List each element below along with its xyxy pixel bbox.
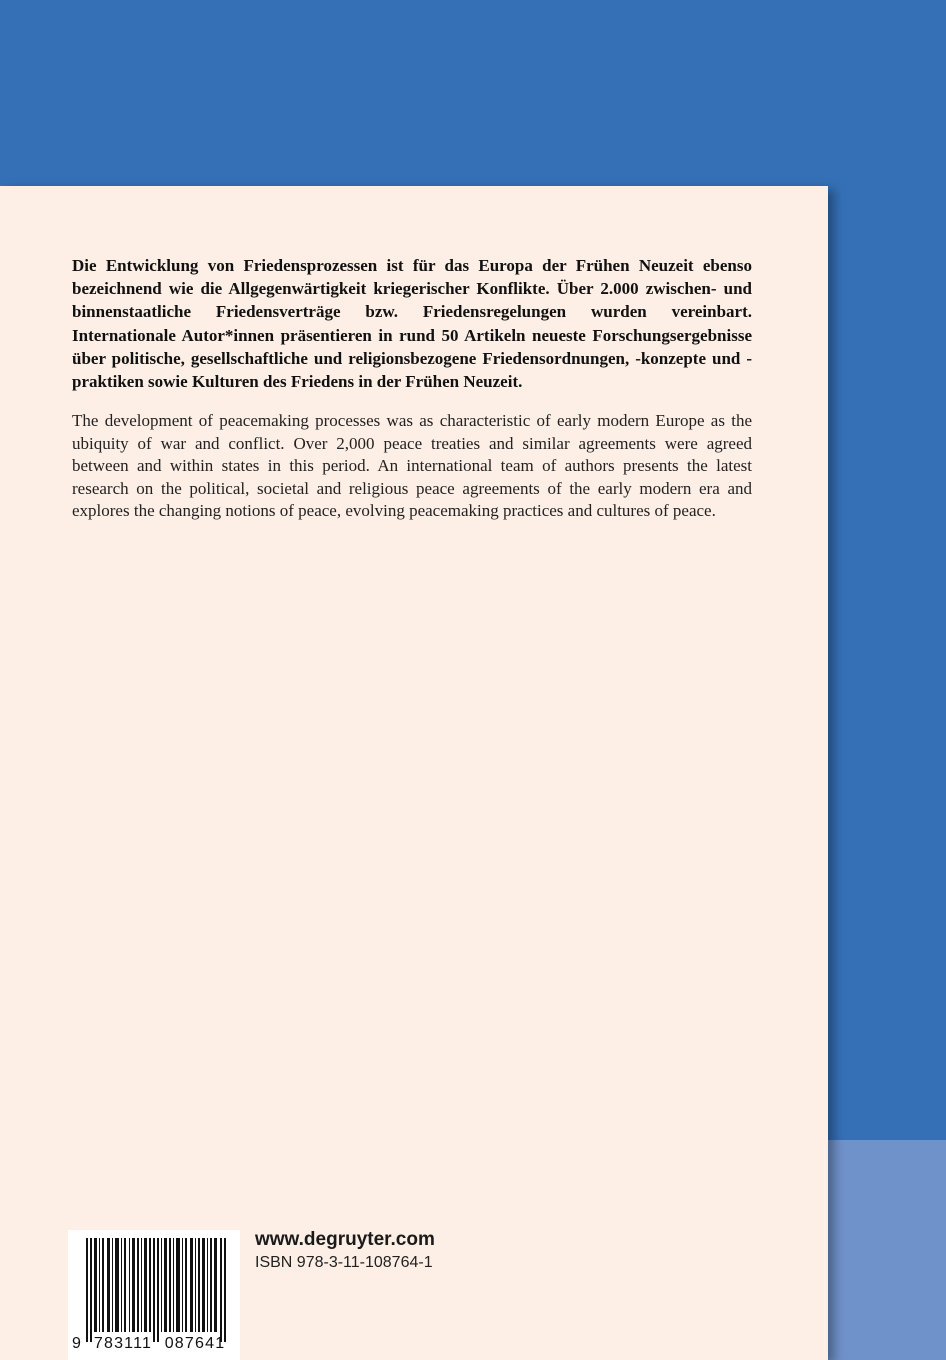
isbn-number: ISBN 978-3-11-108764-1 [255,1254,433,1271]
publisher-website[interactable]: www.degruyter.com [255,1229,435,1250]
barcode-digits [72,1334,232,1354]
barcode-left-group: 783111 [93,1335,153,1352]
german-blurb: Die Entwicklung von Friedensprozessen ist für das Europa der Frühen Neuzeit ebenso bezeichnend wie die Allgegenwärtigkeit kriegerischer Konflikte. Über 2.000 zwischen- und binnenstaatliche Friedensverträge bzw. Friedensregelungen wurden vereinbart. Internationale Autor*innen präsentieren in rund 50 Artikeln neueste Forschungsergebnisse über politische, gesellschaftliche und religionsbezogene Friedensordnungen, -konzepte und -praktiken sowie Kulturen des Friedens in der Frühen Neuzeit. [72,256,752,392]
english-blurb: The development of peacemaking processes was as characteristic of early modern Europe as the ubiquity of war and conflict. Over 2,000 peace treaties and similar agreements were agreed between and within states in this period. An international team of authors presents the latest research on the political, societal and religious peace agreements of the early modern era and explores the changing notions of peace, evolving peacemaking practices and cultures of peace. [72,411,752,521]
barcode-lead-digit: 9 [72,1335,83,1352]
isbn-barcode [68,1230,240,1360]
barcode-bars [86,1238,226,1342]
barcode-right-group: 087641 [164,1335,226,1352]
